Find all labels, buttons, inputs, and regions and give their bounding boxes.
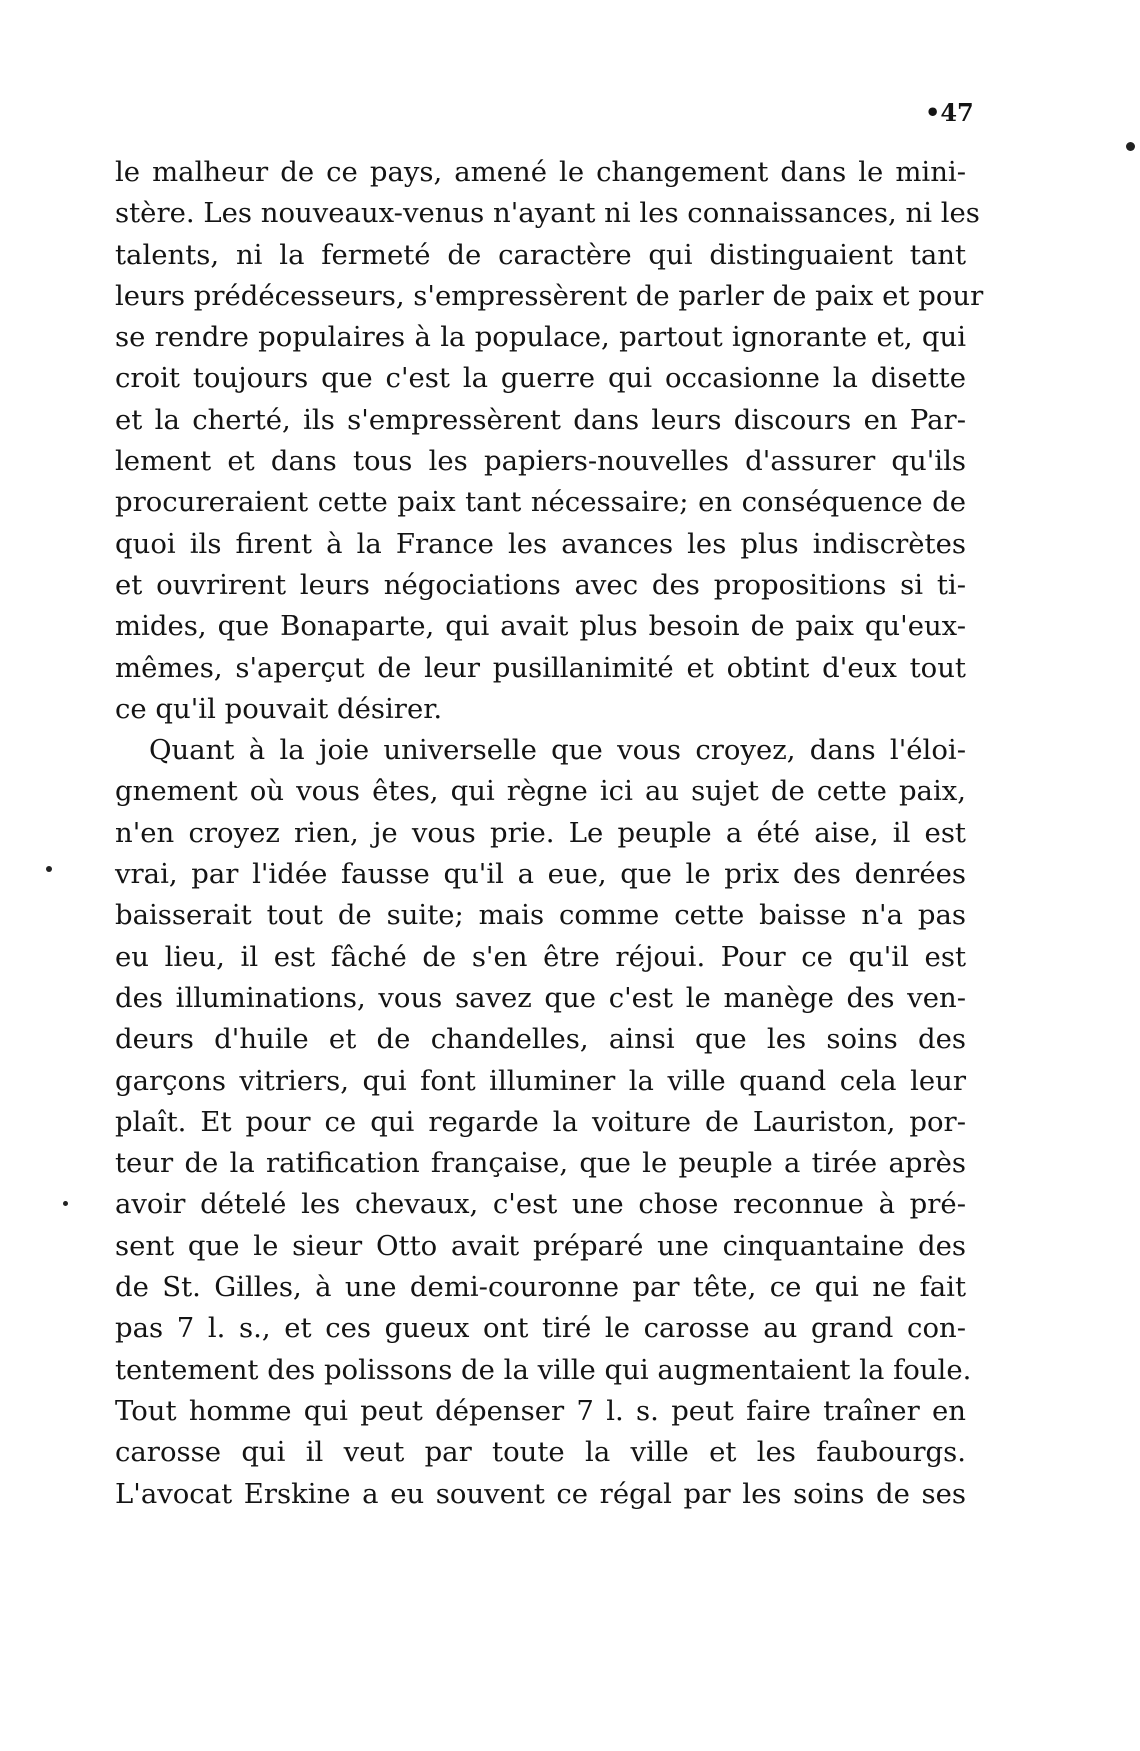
text-line: Tout homme qui peut dépenser 7 l. s. peut faire traîner en	[115, 1394, 966, 1427]
text-line: et ouvrirent leurs négociations avec des propositions si ti-	[115, 568, 966, 601]
text-line: vrai, par l'idée fausse qu'il a eue, que le prix des denrées	[115, 858, 966, 891]
paragraph-1	[115, 152, 984, 730]
text-line: de St. Gilles, à une demi-couronne par tête, ce qui ne fait	[115, 1271, 966, 1304]
text-line: ce qu'il pouvait désirer.	[115, 692, 443, 725]
ink-speck	[46, 866, 52, 872]
text-line: plaît. Et pour ce qui regarde la voiture de Lauriston, por-	[115, 1105, 966, 1138]
text-line: talents, ni la fermeté de caractère qui distinguaient tant	[115, 238, 966, 271]
text-line: quoi ils firent à la France les avances les plus indiscrètes	[115, 527, 966, 560]
text-line: n'en croyez rien, je vous prie. Le peuple a été aise, il est	[115, 816, 966, 849]
text-line: lement et dans tous les papiers-nouvelles d'assurer qu'ils	[115, 445, 966, 478]
text-line: sent que le sieur Otto avait préparé une cinquantaine des	[115, 1229, 966, 1262]
text-line: L'avocat Erskine a eu souvent ce régal par les soins de ses	[115, 1477, 966, 1510]
text-line: avoir dételé les chevaux, c'est une chose reconnue à pré-	[115, 1188, 966, 1221]
text-line: et la cherté, ils s'empressèrent dans leurs discours en Par-	[115, 403, 966, 436]
paragraph-2	[115, 730, 972, 1515]
text-line: deurs d'huile et de chandelles, ainsi que les soins des	[115, 1023, 966, 1056]
text-line: le malheur de ce pays, amené le changement dans le mini-	[115, 156, 966, 188]
text-line: garçons vitriers, qui font illuminer la ville quand cela leur	[115, 1064, 966, 1097]
text-line: leurs prédécesseurs, s'empressèrent de parler de paix et pour	[115, 279, 984, 312]
text-line: se rendre populaires à la populace, partout ignorante et, qui	[115, 321, 966, 354]
text-line: gnement où vous êtes, qui règne ici au sujet de cette paix,	[115, 775, 966, 808]
text-line: mides, que Bonaparte, qui avait plus besoin de paix qu'eux-	[115, 610, 966, 643]
text-line: croit toujours que c'est la guerre qui occasionne la disette	[115, 362, 966, 395]
text-line: eu lieu, il est fâché de s'en être réjoui. Pour ce qu'il est	[115, 940, 966, 973]
text-line: pas 7 l. s., et ces gueux ont tiré le carosse au grand con-	[115, 1312, 966, 1345]
body-text	[115, 152, 984, 1515]
text-line: stère. Les nouveaux-venus n'ayant ni les connaissances, ni les	[115, 197, 980, 230]
ink-speck	[1126, 142, 1135, 151]
text-line: teur de la ratification française, que le peuple a tirée après	[115, 1147, 966, 1180]
text-line: procureraient cette paix tant nécessaire; en conséquence de	[115, 486, 966, 519]
page-number: •47	[925, 98, 974, 127]
text-line: baisserait tout de suite; mais comme cette baisse n'a pas	[115, 899, 966, 932]
text-line: carosse qui il veut par toute la ville et les faubourgs.	[115, 1436, 966, 1469]
text-line: des illuminations, vous savez que c'est le manège des ven-	[115, 981, 966, 1014]
text-line: tentement des polissons de la ville qui augmentaient la foule.	[115, 1353, 972, 1386]
text-line: mêmes, s'aperçut de leur pusillanimité et obtint d'eux tout	[115, 651, 966, 684]
ink-speck	[63, 1201, 68, 1206]
text-line: Quant à la joie universelle que vous croyez, dans l'éloi-	[149, 734, 966, 767]
